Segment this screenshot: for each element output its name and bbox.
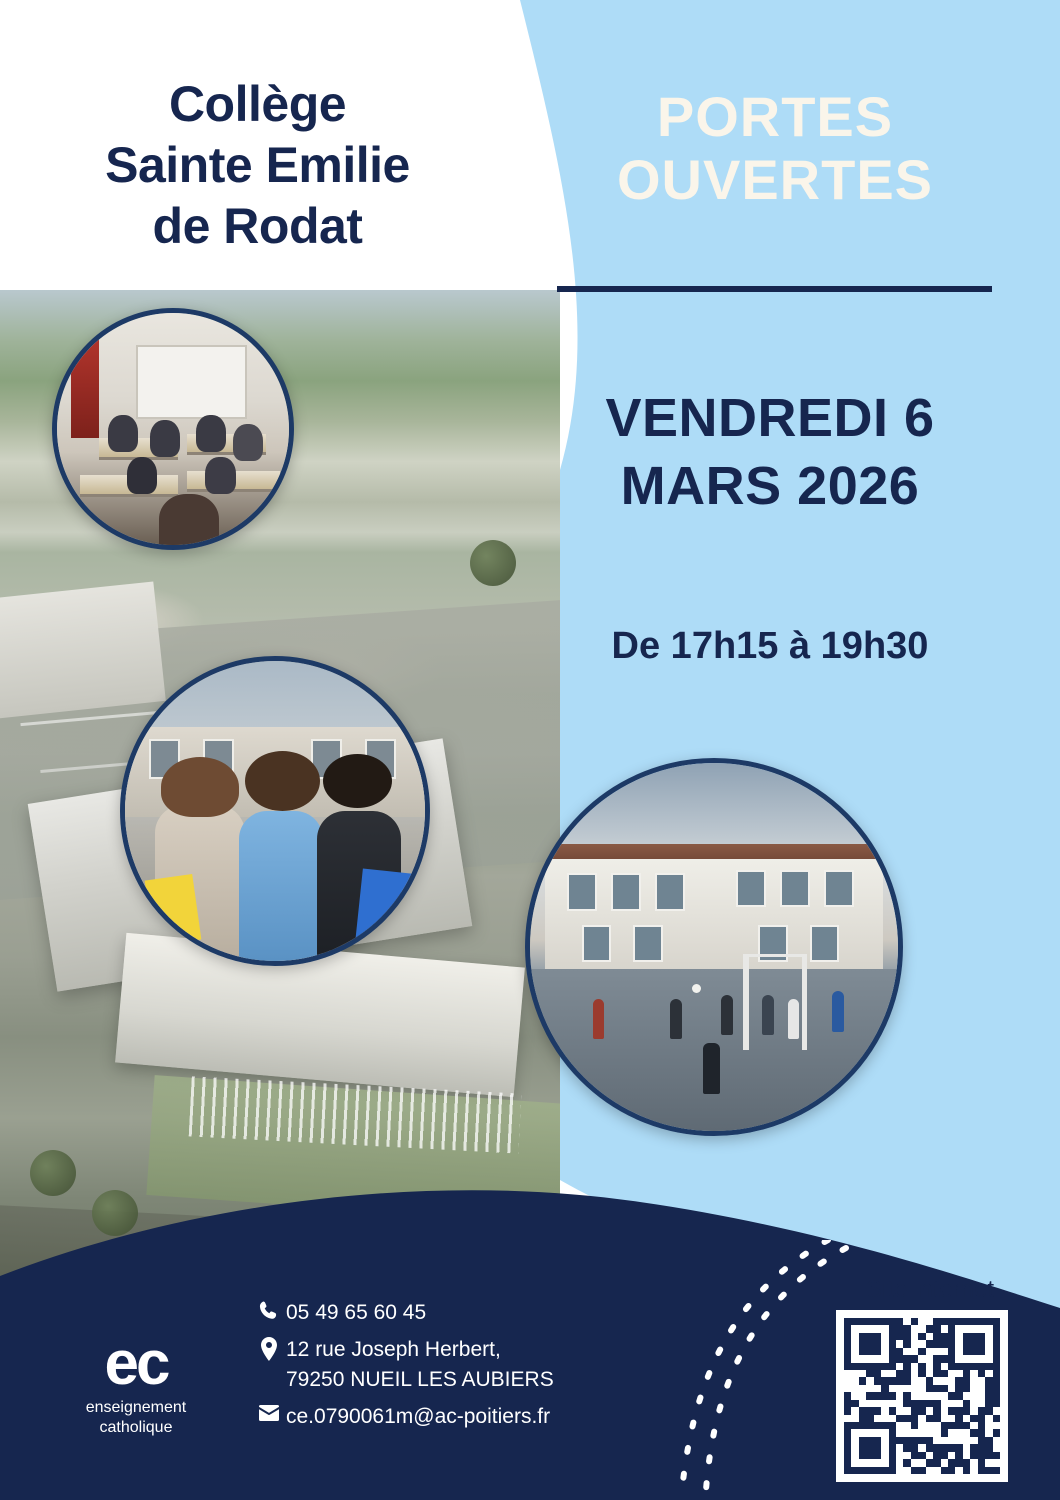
contact-phone[interactable]: 05 49 65 60 45 [286, 1301, 427, 1325]
contact-address-line-2: 79250 NUEIL LES AUBIERS [286, 1368, 554, 1392]
contact-address [286, 1335, 554, 1396]
school-title-line-2: Sainte Emilie [105, 137, 410, 193]
contact-email[interactable]: ce.0790061m@ac-poitiers.fr [286, 1404, 551, 1428]
phone-icon [252, 1298, 286, 1322]
ec-logo [56, 1329, 216, 1438]
contact-address-line-1: 12 rue Joseph Herbert, [286, 1337, 501, 1361]
school-title-line-3: de Rodat [152, 198, 363, 254]
dashed-arc-decoration [620, 1240, 850, 1500]
divider-rule [557, 286, 992, 292]
event-date-line-1: VENDREDI [605, 388, 889, 448]
qr-code-grid [844, 1318, 1000, 1474]
contact-phone-row [252, 1298, 554, 1328]
event-title [540, 86, 1010, 211]
qr-code[interactable] [836, 1310, 1008, 1482]
contact-email-row [252, 1402, 554, 1432]
ec-logo-sub-2: catholique [99, 1419, 173, 1436]
event-date-line-2: 6 MARS 2026 [620, 388, 935, 516]
envelope-icon [252, 1402, 286, 1422]
event-date [520, 385, 1020, 520]
site-internet-label: Site internet [865, 1276, 994, 1303]
page-title [30, 74, 485, 257]
playground-photo [525, 758, 903, 1136]
ec-logo-sub-1: enseignement [85, 1399, 187, 1416]
contact-block [252, 1298, 554, 1438]
students-photo [120, 656, 430, 966]
event-title-line-2: OUVERTES [616, 147, 934, 211]
event-title-line-1: PORTES [656, 85, 894, 148]
location-pin-icon [252, 1335, 286, 1361]
classroom-photo [52, 308, 294, 550]
event-hours: De 17h15 à 19h30 [611, 625, 929, 667]
contact-address-row [252, 1335, 554, 1396]
school-title-line-1: Collège [168, 76, 347, 132]
ec-logo-mark: ec [104, 1329, 168, 1399]
